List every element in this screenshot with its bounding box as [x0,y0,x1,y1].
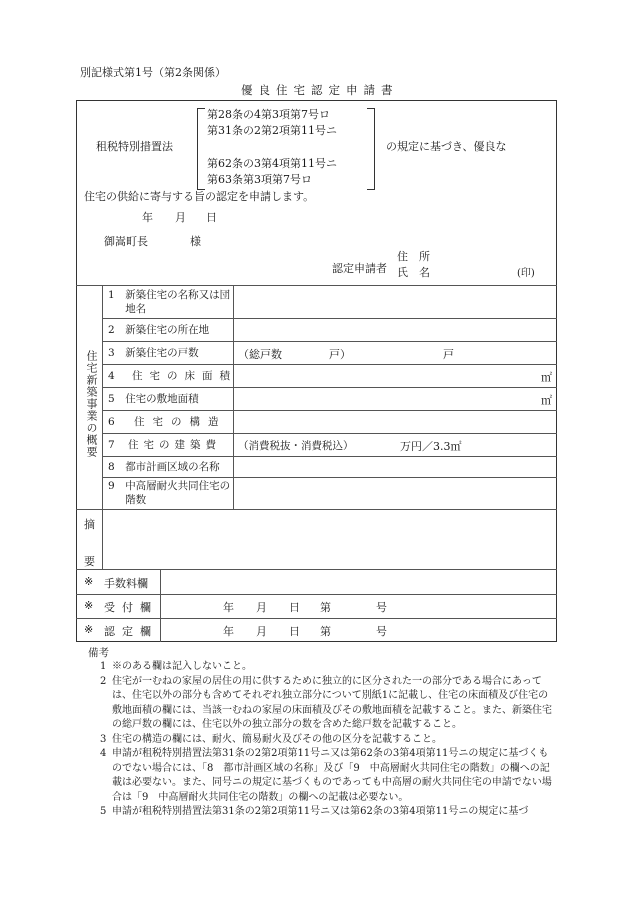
row-5-label: 5 住宅の敷地面積 [108,393,199,405]
note-1: 1 ※のある欄は記入しないこと。 [100,661,252,672]
cert-mark: ※ [84,623,94,636]
article-3: 第62条の3第4項第11号ニ [207,157,337,170]
row-7-unit: 万円／3.3㎡ [400,440,462,453]
name-label: 氏 名 [397,266,430,279]
receipt-number-prefix: 第 [320,601,331,614]
receipt-month: 月 [256,601,267,614]
note-4: 4 申請が租税特別措置法第31条の2第2項第11号ニ又は第62条の3第4項第11号ニの規定に基づくものでない場合には、「8 都市計画区域の名称」及び「9 中高層耐火共同住宅の階数」の欄への記載は必要ない。また、同号ニの規定に基づくものであっても中高層の耐火共同住宅の申請でない場合は「9 中高層耐火共同住宅の階数」の欄への記載は必要ない。 [100,748,552,803]
header-tail: の規定に基づき、優良な [386,140,507,153]
row-7-label: 7 住宅の建築費 [108,439,222,451]
row-3-label: 3 新築住宅の戸数 [108,347,199,359]
cert-number-prefix: 第 [320,625,331,638]
row-9-label: 9 中高層耐火共同住宅の階数 [108,480,231,506]
article-2: 第31条の2第2項第11号ニ [207,124,337,137]
notes-list [86,660,556,820]
note-2: 2 住宅が一むねの家屋の居住の用に供するために独立的に区分された一の部分である場合にあっては、住宅以外の部分も含めてそれぞれ独立部分について別紙1に記載し、住宅の床面積及び住宅の敷地面積の欄には、当該一むねの家屋の床面積及びその敷地面積を記載すること。また、新築住宅の総戸数の欄には、住宅以外の独立部分の数を含めた総戸数を記載すること。 [100,675,552,730]
row-4-label: 4 住宅の床面積 [108,370,238,382]
row-5-unit: ㎡ [541,394,552,407]
receipt-day: 日 [289,601,300,614]
header-line2: 住宅の供給に寄与する旨の認定を申請します。 [84,190,315,203]
fee-mark: ※ [84,575,94,588]
seal-mark: (印) [517,268,535,279]
row-3-unit: 戸 [443,348,454,361]
fee-label: 手数料欄 [104,577,148,590]
receipt-year: 年 [223,601,234,614]
applicant-label: 認定申請者 [332,262,387,275]
note-5: 5 申請が租税特別措置法第31条の2第2項第11号ニ又は第62条の3第4項第11号ニの規定に基づ [100,806,529,817]
date-month: 月 [175,211,186,224]
row-8-label: 8 都市計画区域の名称 [108,461,220,473]
article-4: 第63条第3項第7号ロ [207,173,312,186]
row-1-label: 1 新築住宅の名称又は団地名 [108,289,231,315]
row-3-total-close: 戸） [329,348,351,361]
cert-year: 年 [223,625,234,638]
notes-title: 備考 [88,647,109,659]
receipt-number-suffix: 号 [376,601,387,614]
cert-month: 月 [256,625,267,638]
cert-day: 日 [289,625,300,638]
date-year: 年 [142,211,153,224]
receipt-label: 受付欄 [104,601,158,614]
law-name: 租税特別措置法 [96,140,173,153]
article-1: 第28条の4第3項第7号ロ [207,108,330,121]
section-label: 住宅新築事業の概要 [85,350,98,458]
cert-label: 認定欄 [104,625,158,638]
row-6-label: 6 住宅の構造 [108,416,227,428]
summary-label-top: 摘 [84,518,95,531]
row-1-input[interactable] [233,285,557,318]
row-4-unit: ㎡ [541,371,552,384]
left-bracket [197,108,205,190]
row-2-input[interactable] [233,318,557,341]
form-id: 別記様式第1号（第2条関係） [80,66,226,79]
receipt-mark: ※ [84,599,94,612]
addressee: 御嵩町長 [104,235,148,248]
cert-number-suffix: 号 [376,625,387,638]
honorific: 様 [190,235,201,248]
note-3: 3 住宅の構造の欄には、耐火、簡易耐火及びその他の区分を記載すること。 [100,733,442,745]
row-2-label: 2 新築住宅の所在地 [108,324,210,336]
form-title: 優良住宅認定申請書 [241,83,399,97]
address-label: 住 所 [397,250,430,263]
row-7-tax: （消費税抜・消費税込） [238,440,354,452]
date-day: 日 [206,211,217,224]
right-bracket [367,108,375,190]
summary-label-bottom: 要 [84,555,95,568]
summary-input[interactable] [103,510,556,569]
row-3-total-open: （総戸数 [238,348,282,361]
